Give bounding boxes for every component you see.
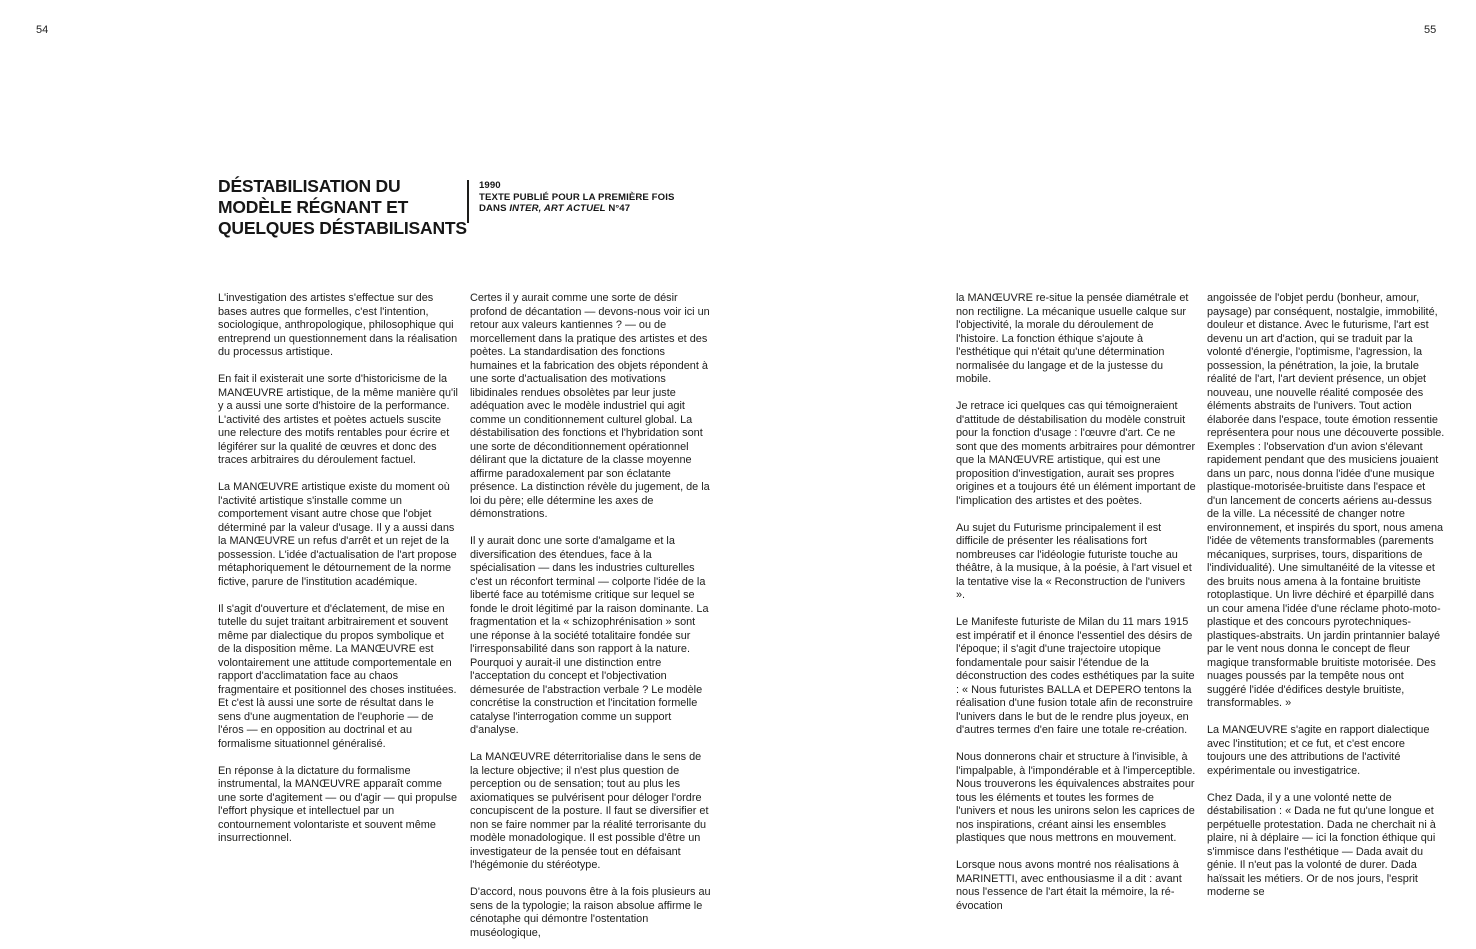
publication-year: 1990	[479, 180, 501, 191]
article-title	[218, 176, 467, 239]
paragraph: la MANŒUVRE re-situe la pensée diamétrale et non rectiligne. La mécanique usuelle calque sur l'objectivité, la morale du déroulement de l'histoire. La fonction éthique s'ajoute à l'esthétique qui n'était qu'une détermination normalisée du langage et de la justesse du mobile.	[956, 292, 1189, 385]
publication-issue-number: N°47	[605, 203, 631, 215]
publication-note-line-2	[479, 203, 674, 215]
publication-meta	[479, 180, 674, 215]
text-column-4	[1207, 292, 1445, 900]
paragraph: Nous donnerons chair et structure à l'invisible, à l'impalpable, à l'impondérable et à l'imperceptible. Nous trouverons les équivalences abstraites pour tous les éléments et toutes les formes de l'univers et nous les unirons selon les caprices de nos inspirations, créant ainsi les ensembles plastiques que nous mettrons en mouvement.	[956, 751, 1196, 844]
paragraph: En réponse à la dictature du formalisme instrumental, la MANŒUVRE apparaît comme une sorte d'agitement — ou d'agir — qui propulse l'effort physique et intellectuel par un contournement volontariste et souvent même insurrectionnel.	[218, 764, 458, 844]
paragraph: Il y aurait donc une sorte d'amalgame et la diversification des étendues, face à la spécialisation — dans les industries culturelles c'est un réconfort terminal — colporte l'idée de la liberté face au totémisme critique sur lequel se fonde le droit légitimé par la raison dominante. La fragmentation et la « schizophrénisation » sont une réponse à la société totalitaire fondée sur l'irresponsabilité dans son rapport à la nature. Pourquoi y aurait-il une distinction entre l'acceptation du concept et l'objectivation démesurée de l'abstraction verbale ? Le modèle concrétise la construction et l'incitation formelle catalyse l'interrogation comme un support d'analyse.	[470, 535, 709, 736]
paragraph: Certes il y aurait comme une sorte de désir profond de décantation — devons-nous voir ici un retour aux valeurs kantiennes ? — ou de morcellement dans la pratique des artistes et des poètes. La standardisation des fonctions humaines et la fabrication des objets répondent à une sorte d'actualisation des motivations libidinales rendues obsolètes par leur juste adéquation avec le modèle industriel qui agit comme un conditionnement culturel global. La déstabilisation des fonctions et l'hybridation sont une sorte de déconditionnement opérationnel délirant que la dictature de la classe moyenne affirme paradoxalement par son éclatante présence. La distinction révèle du jugement, de la loi du père; elle détermine les axes de démonstrations.	[470, 292, 710, 520]
meta-divider-line	[467, 180, 469, 223]
text-column-1	[218, 292, 458, 846]
publication-note-prefix: DANS	[479, 203, 510, 215]
paragraph: La MANŒUVRE s'agite en rapport dialectique avec l'institution; et ce fut, et c'est encore toujours une des attributions de l'activité expérimentale ou investigatrice.	[1207, 724, 1430, 777]
paragraph: Il s'agit d'ouverture et d'éclatement, de mise en tutelle du sujet traitant arbitrairement et souvent même par dialectique du propos symbolique et de la disposition même. La MANŒUVRE est volontairement une attitude comportementale en rapport d'acclimatation face au chaos fragmentaire et positionnel des choses instituées. Et c'est là aussi une sorte de résultat dans le sens d'une augmentation de l'euphorie — de l'éros — en opposition au doctrinal et au formalisme situationnel généralisé.	[218, 602, 457, 750]
paragraph: La MANŒUVRE artistique existe du moment où l'activité artistique s'installe comme un comportement visant autre chose que l'objet déterminé par la valeur d'usage. Il y a aussi dans la MANŒUVRE un refus d'arrêt et un rejet de la possession. L'idée d'actualisation de l'art propose métaphoriquement le détournement de la norme fictive, parure de l'institution académique.	[218, 481, 457, 588]
paragraph: L'investigation des artistes s'effectue sur des bases autres que formelles, c'est l'intention, sociologique, anthropologique, philosophique qui entreprend un questionnement dans la réalisation du processus artistique.	[218, 292, 458, 358]
paragraph: Le Manifeste futuriste de Milan du 11 mars 1915 est impératif et il énonce l'essentiel des désirs de l'époque; il s'agit d'une trajectoire utopique fondamentale pour saisir l'étendue de la déconstruction des codes esthétiques par la suite : « Nous futuristes BALLA et DEPERO tentons la réalisation d'une fusion totale afin de reconstruire l'univers dans le but de le rendre plus joyeux, en d'autres termes d'en faire une totale re-création.	[956, 616, 1195, 736]
paragraph: angoissée de l'objet perdu (bonheur, amour, paysage) par conséquent, nostalgie, immobilité, douleur et distance. Avec le futurisme, l'art est devenu un art d'action, qui se traduit par la volonté d'énergie, l'optimisme, l'agression, la possession, la pénétration, la joie, la brutale réalité de l'art, l'art devient présence, un objet nouveau, une nouvelle réalité composée des éléments abstraits de l'univers. Tout action élaborée dans l'espace, toute émotion ressentie représentera pour nous une découverte possible. Exemples : l'observation d'un avion s'élevant rapidement pendant que des musiciens jouaient dans un parc, nous donna l'idée d'une musique plastique-motorisée-bruitiste dans l'espace et d'un lancement de concerts aériens au-dessus de la ville. La nécessité de changer notre environnement, et inspirés du sport, nous amena l'idée de vêtements transformables (parements mécaniques, surprises, tours, disparitions de l'individualité). Une simultanéité de la vitesse et des bruits nous amena à la fontaine bruitiste rotoplastique. Un livre déchiré et éparpillé dans un cour amena l'idée d'une réclame photo-moto-plastique et des concours pyrotechniques-plastiques-abstraits. Un jardin printannier balayé par le vent nous donna le concept de fleur magique transformable bruitiste motorisée. Des nuages poussés par la tempête nous ont suggéré l'idée d'édifices destyle bruitiste, transformables. »	[1207, 292, 1445, 709]
article-title-line-2: MODÈLE RÉGNANT ET	[218, 197, 409, 217]
text-column-3	[956, 292, 1196, 913]
page-number-right: 55	[1424, 24, 1437, 36]
paragraph: La MANŒUVRE déterritorialise dans le sens de la lecture objective; il n'est plus question de perception ou de sensation; tout au plus les axiomatiques se pulvérisent pour déloger l'ordre concupiscent de la posture. Il faut se diversifier et non se faire nommer par la réalité terrorisante du modèle monadologique. Il est possible d'être un investigateur de la pensée tout en défaisant l'hégémonie du stéréotype.	[470, 751, 709, 871]
publication-journal-name: INTER, ART ACTUEL	[509, 203, 606, 215]
article-title-line-1: DÉSTABILISATION DU	[218, 176, 401, 196]
article-title-line-3: QUELQUES DÉSTABILISANTS	[218, 218, 467, 238]
paragraph: En fait il existerait une sorte d'historicisme de la MANŒUVRE artistique, de la même manière qu'il y a aussi une sorte d'histoire de la performance. L'activité des artistes et poètes actuels suscite une relecture des motifs rentables pour écrire et légiférer sur la qualité de œuvres et donc des traces arbitraires du déroulement factuel.	[218, 373, 458, 466]
paragraph: Je retrace ici quelques cas qui témoigneraient d'attitude de déstabilisation du modèle construit pour la fonction d'usage : l'œuvre d'art. Ce ne sont que des moments arbitraires pour démontrer que la MANŒUVRE artistique, qui est une proposition d'investigation, aurait ses propres origines et a toujours été un élément important de l'implication des artistes et des poètes.	[956, 400, 1196, 507]
page-number-left: 54	[36, 24, 49, 36]
paragraph: Chez Dada, il y a une volonté nette de déstabilisation : « Dada ne fut qu'une longue et perpétuelle protestation. Dada ne cherchait ni à plaire, ni à déplaire — ici la fonction éthique qui s'immisce dans l'esthétique — Dada avait du génie. Il n'eut pas la volonté de durer. Dada haïssait les métiers. Or de nos jours, l'esprit moderne se	[1207, 791, 1436, 898]
paragraph: Lorsque nous avons montré nos réalisations à MARINETTI, avec enthousiasme il a dit : avant nous l'essence de l'art était la mémoire, la ré-évocation	[956, 859, 1182, 912]
text-column-2	[470, 292, 712, 940]
paragraph: D'accord, nous pouvons être à la fois plusieurs au sens de la typologie; la raison absolue affirme le cénotaphe qui démontre l'ostentation muséologique,	[470, 886, 711, 939]
paragraph: Au sujet du Futurisme principalement il est difficile de présenter les réalisations fort nombreuses car l'idéologie futuriste touche au théâtre, à la musique, à la poésie, à l'art visuel et la tentative vise la « Reconstruction de l'univers ».	[956, 521, 1192, 601]
publication-note-line-1: TEXTE PUBLIÉ POUR LA PREMIÈRE FOIS	[479, 191, 675, 203]
